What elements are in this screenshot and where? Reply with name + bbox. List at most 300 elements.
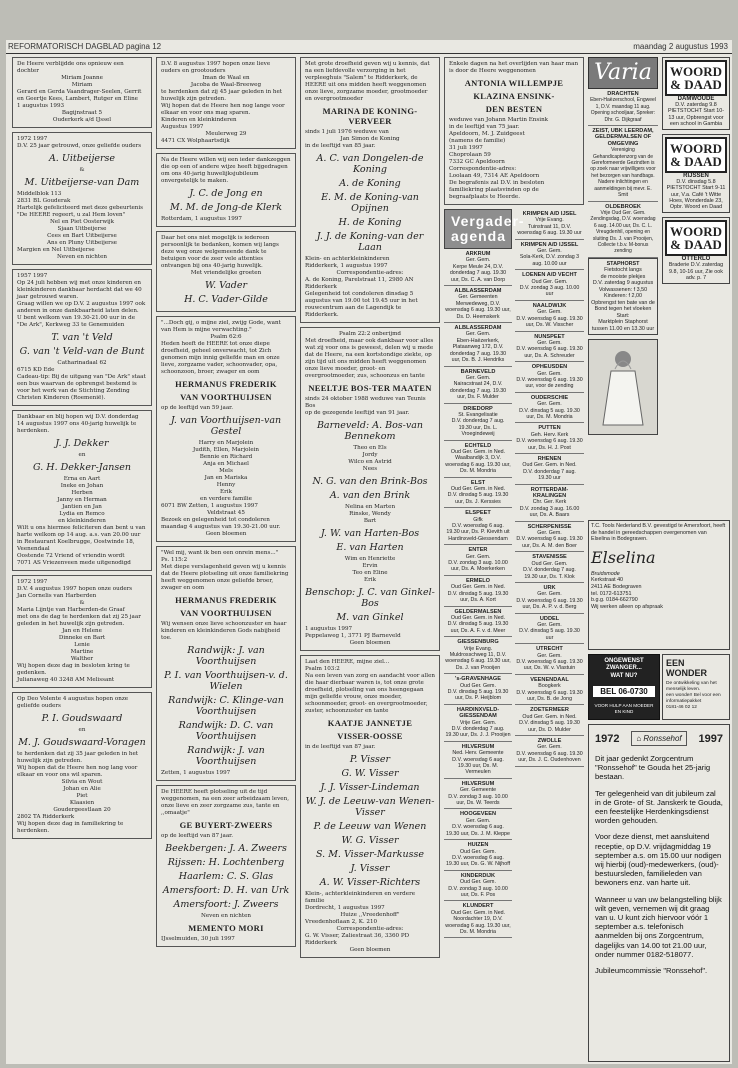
notice-line: Bagijnstraat 5 <box>61 110 103 116</box>
notice-line: Walther <box>70 656 94 662</box>
notice-line: P. I. van Voorthuijsen-v. d. Wielen <box>164 670 288 692</box>
notice-line: Graag willen we op D.V. 2 augustus 1997 ook anderen in onze dankbaarheid laten delen. <box>17 301 146 314</box>
notice-line: H. C. Vader-Gilde <box>184 294 268 305</box>
notice-line: op de leeftijd van 59 jaar. <box>161 405 234 411</box>
notice-line: Na de Heere willen wij een ieder dankzeggen die op een of andere wijze heeft bijgedragen om ons 40-jarig huwelijksjubileum onvergetelijk te maken. <box>161 157 291 184</box>
notice-line: 1957 1997 <box>17 273 48 279</box>
church-entry <box>515 522 584 553</box>
notice-line: Amersfoort: J. Zweers <box>173 899 279 910</box>
agenda-area <box>444 209 584 938</box>
church-sub: Oud Ger. Gem. in Ned. <box>450 584 506 591</box>
notice-line: Op 24 juli hebben wij met onze kinderen en kleinkinderen dankbaar herdacht dat we 40 jaar getrouwd waren. <box>17 280 142 300</box>
notice <box>156 785 296 947</box>
agenda-col-a <box>444 209 525 938</box>
church-info: D.V. zondag 3 aug. 10.00 uur <box>519 285 580 298</box>
notice <box>12 269 152 406</box>
notice-line: J. J. de Koning-van der Laan <box>316 231 424 253</box>
woord-daad-place: OTTERLO <box>681 256 711 263</box>
church-name: ROTTERDAM-KRALINGEN <box>530 486 569 500</box>
varia-name: ZEIST, UBK LEERDAM, GELDERMALSEN OF OMGEVING <box>592 128 654 147</box>
notice-line: Jacoba de Waal-Breeweg <box>190 82 262 88</box>
notice-line: 6071 BW Zetten, 1 augustus 1997 <box>161 503 258 509</box>
varia-info: Vereniging Gehandicaptenzorg van de Gereformeerde Gezindten is op zoek naar vrijwilligers voor het bezorgen van handbags. Nadere inlichtingen en aanmeldingen bij mevr. E. Smit <box>590 147 656 199</box>
church-entry <box>515 675 584 706</box>
promo-ad <box>588 654 660 720</box>
notice-line: Harry en Marjolein <box>198 440 254 446</box>
een-wonder-line: 0181-46 02 12 <box>666 705 697 710</box>
church-info: D.V. woensdag 6 aug. 19.30 uur, Ds. M. Vermeulen <box>452 756 504 776</box>
promo-sub: WAT NU? <box>610 673 638 679</box>
column-4 <box>444 57 584 1057</box>
notice-line: 7332 GC Apeldoorn <box>449 159 505 165</box>
notice-line: 4471 CX Wolphaartsdijk <box>161 138 230 144</box>
notice-line: 1972 1997 <box>17 136 48 142</box>
een-wonder-line: De ontwikkeling van het menselijk leven. <box>666 681 717 692</box>
notice-line: Peppelaweg 1, 3771 PJ Barneveld <box>305 633 401 639</box>
notice-line: Ervin <box>362 563 378 569</box>
church-name: RHENEN <box>537 456 562 462</box>
notice-line: A. Uitbeijerse <box>48 153 116 164</box>
church-name: SCHERPENISSE <box>527 523 572 530</box>
church-name: OPHEUSDEN <box>531 364 568 371</box>
notice <box>300 655 440 958</box>
church-entry <box>515 393 584 424</box>
notice <box>156 316 296 542</box>
church-entry <box>515 583 584 614</box>
notice <box>12 692 152 839</box>
notice-line: (namens de familie) <box>449 138 506 144</box>
notice-line: en <box>78 452 86 458</box>
church-entry <box>515 705 584 736</box>
notice-line: 2802 TA Ridderkerk <box>17 814 75 820</box>
notice-line: P. de Leeuw van Wenen <box>313 821 427 832</box>
church-info: D.V. dinsdag 5 aug. 19.30 uur, Ds. P. Heijblom <box>447 688 509 702</box>
church-entry <box>515 552 584 583</box>
notice-line: J. C. de Jong en <box>189 188 263 199</box>
church-list-b <box>515 209 584 938</box>
ronssehof-paragraph: Dit jaar gedenkt Zorgcentrum "Ronssehof" te Gouda het 25-jarig bestaan. <box>595 754 711 782</box>
ronssehof-text <box>595 754 723 975</box>
church-entry <box>444 576 512 607</box>
church-entry <box>515 240 584 271</box>
notice-line: D.V. 4 augustus 1997 hopen onze ouders <box>17 586 133 592</box>
notice-line: E. van Harten <box>336 542 404 553</box>
church-entry <box>444 607 512 638</box>
een-wonder-line: een wonder! Bel voor een informatiepakket <box>666 693 721 704</box>
staphorst-title: STAPHORST <box>606 260 640 267</box>
church-info: Kerpe Meule 24, D.V. donderdag 7 aug. 19.30 uur, Ds. C. A. van Dorp <box>449 263 507 283</box>
notice-line: G. van 't Veld-van de Bunt <box>19 346 145 357</box>
church-info: D.V. woensdag 6 aug. 19.30 uur, Ds. J. C. Oudenhoven <box>516 750 583 764</box>
church-sub: Ger. Gem. <box>465 553 491 560</box>
ronssehof-banner <box>595 731 723 746</box>
notice-line: Psalm 22:2 onberijmd <box>339 331 401 337</box>
church-name: URK <box>543 584 556 591</box>
notice-line: Wij wensen onze lieve schoonzuster en haar kinderen en kleinkinderen Gods nabijheid toe. <box>161 621 287 641</box>
notice-line: Ans en Pluny Uitbeijerse <box>46 240 117 246</box>
notice-line: P. I. Goudswaard <box>41 713 123 724</box>
notice <box>300 327 440 651</box>
notice-line: J. J. Dekker <box>55 438 109 449</box>
notice <box>156 153 296 227</box>
notice-line: Teo en Eline <box>352 570 388 576</box>
notice-line: M. M. de Jong-de Klerk <box>170 202 282 213</box>
church-name: HOOGEVEEN <box>459 811 497 818</box>
notice-line: A. van den Brink <box>329 490 411 501</box>
notice-line: VISSER-OOSSE <box>337 731 403 741</box>
notice-line: Miriam Joanne <box>61 75 103 81</box>
notice-line: en <box>78 727 86 733</box>
church-sub: Oud Ger. Gem. <box>531 278 568 285</box>
church-sub: Ger. Gem. <box>537 248 562 255</box>
church-info: D.V. woensdag 6 aug. 19.30 uur, Ds. J. M. Kleppe <box>446 824 510 837</box>
church-name: HILVERSUM <box>461 743 495 750</box>
ronssehof-paragraph: Jubileumcommissie "Ronssehof". <box>595 966 708 976</box>
church-sub: Vrije Evang. <box>463 645 493 652</box>
notice-line: Randwijk: J. van Voorthuijsen <box>187 745 265 767</box>
notice-line: in de leeftijd van 87 jaar. <box>305 744 376 750</box>
church-name: BARNEVELD <box>460 368 496 375</box>
church-info: Waalbandijk 3, D.V. woensdag 6 aug. 19.30 uur, Ds. M. Mondria <box>445 455 511 475</box>
notice-line: A. de Koning <box>339 178 401 189</box>
church-info: D.V. zondag 3 aug. 10.00 uur, Ds. F. Pos <box>448 885 508 898</box>
notice-line: Klein- en achterkleinkinderen <box>305 256 390 262</box>
notice-line: Goudergeestlaan 20 <box>53 807 111 813</box>
church-sub: Ger. Gemeenten <box>458 294 498 301</box>
notice-line: Met grote droefheid geven wij u kennis, dat na een liefdevolle verzorging in het verpleeghuis "Salem" te Ridderkerk, de HEERE uit ons midden heeft weggenomen onze lieve, zorgzame moeder, grootmoeder en overgrootmoeder <box>305 61 430 102</box>
church-entry <box>515 362 584 393</box>
notice <box>156 231 296 312</box>
notice-line: Rinske, Wendy <box>349 511 391 517</box>
notice-line: Middelblok 113 <box>17 191 62 197</box>
notice-line: Psalm 62:6 <box>210 334 242 340</box>
church-entry <box>515 423 584 454</box>
church-info: Tuinstraat 11, D.V. woensdag 6 aug. 19.30 uur <box>517 223 582 237</box>
notice-ensink <box>444 57 584 205</box>
staphorst-line: Fietstocht langs <box>604 267 642 274</box>
church-name: DRIEDORP <box>463 405 493 412</box>
church-entry <box>444 840 512 871</box>
church-info: Nairacstraat 24, D.V. donderdag 7 aug. 19.30 uur, Ds. F. Mulder <box>449 381 507 401</box>
notice-line: Anja en Michael <box>203 461 249 467</box>
header-right: maandag 2 augustus 1993 <box>633 42 728 51</box>
ronssehof-ad <box>588 724 730 1062</box>
church-name: 's-GRAVENHAGE <box>455 676 501 683</box>
church-name: HUIZEN <box>467 842 489 849</box>
church-info: D.V. woensdag 6 aug. 19.30 uur, Ds. A. P. v. d. Berg <box>516 597 583 611</box>
staphorst-line: Bond tegen het vloeken <box>594 306 652 313</box>
notice-line: Cadeau-tip: Bij de uitgang van "De Ark" staat een bus waarvan de opbrengst bestemd is voor het werk van de Stichting Zending Christen Kinderen (Roemenië). <box>17 374 146 401</box>
notice-line: Wij hopen deze dag in familiekring te herdenken. <box>17 821 124 834</box>
notice-line: "De Ark", Kerkweg 33 te Genemuiden <box>17 322 125 328</box>
notice-line: Jan en Helene <box>62 628 102 634</box>
notice-line: Gelegenheid tot condoleren dinsdag 5 augustus van 19.00 tot 19.45 uur in het rouwcentrum aan de Lagendijk te Ridderkerk. <box>305 291 418 318</box>
promo-head: ONGEWENST ZWANGER... <box>604 658 644 671</box>
church-info: D.V. donderdag 7 aug. 19.30 uur, Ds. T. Klok <box>523 567 576 580</box>
notice-line: Laat den HEERE, mijne ziel... <box>305 659 390 665</box>
varia-info: Eben-Haëzerschool, Engweel 1, D.V. maandag 11 aug. Opening schooljaar, Spreker: Dhr. G. Dijkgraaf <box>590 97 656 123</box>
notice-line: Correspondentie-adres: <box>336 926 404 932</box>
woord-daad-info: Braderie D.V. zaterdag 9.8, 10-16 uur, Zie ook adv. p. 7 <box>668 262 724 281</box>
elselina-address: b.g.g. 0184-662790 <box>591 597 638 604</box>
notice-line: Martine <box>70 649 94 655</box>
church-info: D.V. zondag 3 aug. 16.00 uur, Ds. A. Baars <box>519 505 580 519</box>
church-name: PUTTEN <box>538 425 561 432</box>
church-sub: Ger. Gem. <box>537 652 562 659</box>
notice-line: J. J. Visser-Lindeman <box>320 782 420 793</box>
notice-line: G. H. Dekker-Jansen <box>33 462 131 473</box>
elselina-address: tel. 0172-613751 <box>591 590 632 597</box>
notice-line: N. G. van den Brink-Bos <box>312 476 428 487</box>
notice-line: J. W. van Harten-Bos <box>320 528 420 539</box>
notice-line: Miriam <box>71 82 93 88</box>
notice-line: Randwijk: J. van Voorthuijsen <box>187 645 265 667</box>
notice-line: Iman de Waal en <box>202 75 250 81</box>
church-sub: Ger. Gem. <box>465 374 491 381</box>
varia-entry <box>588 202 658 258</box>
notice-line: Wim en Henriette <box>344 556 396 562</box>
notice-line: Met diepe verslagenheid geven wij u kennis dat de Heere plotseling uit onze familiekring heeft weggenomen onze geliefde broer, zwager en oom <box>161 564 289 591</box>
church-entry <box>515 454 584 485</box>
notice-line: Herben <box>71 490 93 496</box>
notice-line: & <box>79 600 85 606</box>
church-entry <box>444 404 512 441</box>
church-info: D.V. dinsdag 5 aug. 19.30 uur, Ds. A. F. v. d. Meer <box>447 621 509 634</box>
notice-line: Maria Lijntje van Harberden-de Graaf <box>17 607 125 613</box>
church-entry <box>444 286 512 323</box>
woord-daad-title: WOORD & DAAD <box>665 60 727 96</box>
notice-line: Choprolaan 59 <box>449 152 491 158</box>
notice-line: Klaasien <box>69 800 95 806</box>
notice-line: Neven en nichten <box>200 913 252 919</box>
church-entry <box>515 485 584 522</box>
notice-line: 1972 1997 <box>17 579 48 585</box>
elselina-ad <box>588 520 730 650</box>
church-info: Noordachter 19, D.V. woensdag 6 aug. 19.30 uur, Ds. M. Mondria <box>445 916 511 935</box>
woord-daad-ad <box>662 217 730 284</box>
notice <box>300 57 440 323</box>
notice-line: Lydia en Remco <box>59 511 105 517</box>
notice-line: te herdenken dat zij 45 jaar geleden in het huwelijk zijn getreden. <box>161 89 283 102</box>
church-name: UDDEL <box>539 615 560 622</box>
column-3 <box>300 57 440 1057</box>
notice-line: Ps. 115:2 <box>161 557 188 563</box>
church-info: Sola-Kerk, D.V. zondag 3 aug. 10.00 uur <box>519 254 580 267</box>
church-name: ZWOLLE <box>537 738 562 745</box>
notice-line: op de gezegende leeftijd van 91 jaar. <box>305 410 410 416</box>
church-sub: Ger. Gem. <box>537 530 562 537</box>
notice-line: in de leeftijd van 75 jaar. <box>449 124 520 130</box>
church-info: Muldrosschweg 11, D.V. woensdag 6 aug. 19.30 uur, Ds. J. van Prooijen <box>445 651 511 671</box>
varia-info: Vrije Oud Ger. Gem. Zendingsdag, D.V. woensdag 6 aug. 14.00 uur, Ds. C. L. Vreugdenhil, opening en sluiting Ds. J. van Prooijen, Collecte t.b.v. M-bonus zending <box>590 209 656 255</box>
notice-line: Nel en Piet Oosterwijk <box>49 219 115 225</box>
notice-line: A. C. van Dongelen-de Koning <box>316 153 424 175</box>
notice-line: J. Visser <box>350 863 390 874</box>
varia-list <box>588 89 658 258</box>
notice-line: Randwijk: D. C. van Voorthuijsen <box>178 720 274 742</box>
church-info: D.V. woensdag 6 aug. 19.30 uur, Ds. H. J. Post <box>516 438 583 451</box>
church-info: D.V. donderdag 7 aug. 19.30 uur <box>523 468 576 482</box>
church-sub: Ger. Gemeente <box>459 787 497 794</box>
notice-line: Kinderen en kleinkinderen <box>161 117 237 123</box>
notice-line: Erik <box>220 489 232 495</box>
notice-line: 31 juli 1997 <box>449 145 483 151</box>
notice-line: sinds 24 oktober 1988 weduwe van Teunis Bos <box>305 396 426 409</box>
notice-line: U bent welkom van 19.30-21.00 uur in de <box>17 315 136 321</box>
church-name: ARKRUM <box>465 251 491 257</box>
notice-line: Wij hopen dat de Heere hen nog lange voor elkaar en voor ons mag sparen. <box>161 103 285 116</box>
notice <box>156 57 296 149</box>
church-entry <box>444 478 512 509</box>
notice-line: Daar het ons niet mogelijk is iedereen persoonlijk te bedanken, komen wij langs deze weg onze welgemeende dank te betuigen voor de zeer vele attenties ontvangen bij ons 40-jarig huwelijk. <box>161 235 279 269</box>
church-name: HILVERSUM <box>461 780 495 787</box>
notice-line: HERMANUS FREDERIK <box>175 595 277 605</box>
notice-line: P. Visser <box>349 754 391 765</box>
church-info: D.V. dinsdag 5 aug. 19.30 uur, Ds. J. Kerssies <box>447 492 509 505</box>
church-entry <box>515 736 584 767</box>
church-name: ERMELO <box>466 577 490 584</box>
church-info: D.V. woensdag 6 aug. 19.30 uur, Ds. A. M. den Boer <box>516 536 583 549</box>
notice-line: Met vriendelijke groeten <box>190 270 262 276</box>
church-sub: Ger. Gem. <box>465 257 491 264</box>
varia-entry <box>588 126 658 201</box>
notice-line: Dankbaar en blij hopen wij D.V. donderdag 14 augustus 1997 ons 40-jarig huwelijk te herdenken. <box>17 414 139 434</box>
notice-line: Hartelijk gefeliciteerd met deze gebeurtenis <box>17 205 144 211</box>
notice-line: Amersfoort: D. H. van Urk <box>162 885 290 896</box>
church-name: NAALDWIJK <box>532 302 567 309</box>
notice-line: Wij hopen deze dag in besloten kring te gedenken. <box>17 663 130 676</box>
notice <box>156 546 296 781</box>
ronssehof-paragraph: Ter gelegenheid van dit jubileum zal in de Grote- of St. Janskerk te Gouda, een feestelijke Herdenkingsdienst worden gehouden. <box>595 788 723 826</box>
bride-icon <box>601 347 645 427</box>
notice-line: "Wel mij, want ik ben een onrein mens..." <box>161 550 279 556</box>
bride-image <box>588 339 658 435</box>
notice-line: Mels <box>219 468 233 474</box>
church-sub: Geh. Herv. Kerk <box>530 431 569 438</box>
notice-line: Beekbergen: J. A. Zweers <box>165 843 287 854</box>
notice-line: Rijssen: H. Lochtenberg <box>167 857 285 868</box>
notice-line: Johan en Alie <box>63 786 101 792</box>
notice-line: Augustus 1997 <box>161 124 204 130</box>
notice-line: KLAZINA ENSINK- <box>473 91 555 101</box>
een-wonder-lines <box>666 681 726 711</box>
church-sub: Oud Ger. Gem. in Ned. <box>522 713 577 720</box>
church-entry <box>515 301 584 332</box>
notice-line: Zetten, 1 augustus 1997 <box>161 770 231 776</box>
notice-line: DEN BESTEN <box>485 104 543 114</box>
notice-line: J. van Voorthuijsen-van Gestel <box>170 415 282 437</box>
ronssehof-logo: ⌂ Ronssehof <box>631 731 686 746</box>
church-entry <box>444 323 512 366</box>
notice-line: "...Doch gij, o mijne ziel, zwijg Gode, want van Hem is mijne verwachting." <box>161 320 281 333</box>
notice-line: M. J. Goudswaard-Voragen <box>18 737 146 748</box>
notice-line: te herdenken dat zij 35 jaar geleden in het huwelijk zijn getreden. <box>17 751 139 764</box>
een-wonder-title: EEN WONDER <box>666 658 707 678</box>
promo-bottom: VOOR HULP AAN MOEDER EN KIND <box>594 703 654 714</box>
notice-line: KAATJE JANNETJE <box>327 718 413 728</box>
notice-line: MARINA DE KONING-VERVEER <box>322 106 418 126</box>
notice-line: Sjaan Uitbeijerse <box>57 226 107 232</box>
church-name: KINDERDIJK <box>460 872 496 879</box>
church-info: D.V. dinsdag 5 aug. 19.30 uur, Ds. M. Mondria <box>519 407 580 420</box>
church-info: D.V. woensdag 6 aug. 19.30 uur, Ds. G. W. Nijhoff <box>445 854 511 868</box>
notice <box>12 410 152 571</box>
church-name: ENTER <box>468 547 488 554</box>
notice-line: A. de Koning, Parelstraat 11, 2980 AN Ridderkerk <box>305 277 414 290</box>
elselina-brand: Elselina <box>591 547 656 567</box>
notice-line: VAN VOORTHUIJSEN <box>180 392 272 402</box>
church-entry <box>444 545 512 576</box>
church-name: KRIMPEN A/D IJSEL <box>522 211 577 217</box>
church-name: HARDINXVELD-GIESSENDAM <box>456 706 500 720</box>
church-info: D.V. donderdag 7 aug. 19.30 uur, Ds. J. J. Prooijen <box>445 726 511 739</box>
notice-line: Ineke en Johan <box>60 483 104 489</box>
woord-daad-info: D.V. zaterdag 9.8 PIETSTOCHT Start 10-13 uur, Opbrengst voor een school in Gambia <box>667 102 725 127</box>
promo-phone: BEL 06-0730 <box>593 686 655 697</box>
church-entry <box>444 367 512 404</box>
notice-line: Dinneke en Bart <box>58 635 106 641</box>
church-entry <box>444 705 512 742</box>
church-sub: Ger. Gem. <box>537 370 562 377</box>
notice-line: Rotterdam, 1 augustus 1997 <box>161 216 242 222</box>
church-sub: Ger. Gem. <box>537 591 562 598</box>
varia-entry <box>588 89 658 126</box>
notice-line: Ouderkerk a/d IJssel <box>52 117 112 123</box>
church-info: Merwedeweg, D.V. woensdag 6 aug. 19.30 uur, Ds. D. Heemskerk <box>445 300 511 320</box>
church-info: Eben-Haëzerkerk, Plataanweg 172, D.V. donderdag 7 aug. 19.30 uur, Ds. B. J. Hendriks <box>449 337 507 364</box>
notice-line: Op Deo Volente 4 augustus hopen onze geliefde ouders <box>17 696 129 709</box>
staphorst-line: Start: <box>616 312 630 319</box>
notice-line: sinds 1 juli 1976 weduwe van <box>305 129 389 135</box>
een-wonder-ad <box>662 654 730 720</box>
notice-line: Klein-, achterkleinkinderen en verdere familie <box>305 891 416 904</box>
church-name: LOENEN A/D VECHT <box>522 272 577 279</box>
notice-line: Theo en Els <box>353 445 387 451</box>
church-info: D.V. woensdag 6 aug. 19.30 uur, voor de zending <box>516 376 583 390</box>
church-entry <box>515 332 584 363</box>
notice-line: weduwe van Johann Martin Ensink <box>449 117 549 123</box>
notice-line: Bart <box>363 518 377 524</box>
church-name: ECHTELD <box>464 442 492 449</box>
page-header <box>6 40 732 54</box>
church-info: D.V. zondag 3 aug. 10.00 uur, Ds. A. Moerkerken <box>448 560 508 573</box>
notice-line: 6715 KD Ede <box>17 367 55 373</box>
woord-daad-info: D.V. dinsdag 5.8 PIETSTOCHT Start 9-11 uur, V.a. Café 't Witte Hoes, Wonderdale 23, Opbr. Woord en Daad <box>666 179 726 211</box>
notice-line: De begrafenis zal D.V. in besloten familiekring plaatsvinden op de begraafplaats te Heerde. <box>449 180 545 200</box>
column-2 <box>156 57 296 1057</box>
church-info: D.V. dinsdag 5 aug. 19.30 uur, Ds. D. Mulder <box>519 720 580 733</box>
church-sub: Ger. Gem. <box>537 621 562 628</box>
notice-line: Janny en Herman <box>57 497 107 503</box>
notice-line: Erna en Aart <box>63 476 101 482</box>
staphorst-line: de mooiste plekjes <box>600 273 646 280</box>
notice-line: en verdere familie <box>200 496 252 502</box>
header-left: REFORMATORISCH DAGBLAD pagina 12 <box>8 42 162 51</box>
notice-line: Benschop: J. C. van Ginkel-Bos <box>305 587 435 609</box>
notice-line: S. M. Visser-Markusse <box>315 849 424 860</box>
staphorst-line: tussen 11.00 en 13.30 uur <box>591 325 655 332</box>
church-name: NUNSPEET <box>534 333 565 340</box>
notice-line: GE BUYERT-ZWEERS <box>179 820 273 830</box>
notice-line: Haarlem: C. S. Glas <box>178 871 274 882</box>
church-entry <box>444 441 512 478</box>
church-info: D.V. woensdag 6 aug. 19.30 uur, Ds. W. v. Vlastuin <box>516 658 583 672</box>
notice-line: Wilco en Astrid <box>348 459 392 465</box>
notice-line: Cees en Bart Uitbeijerse <box>47 233 117 239</box>
notice-line: Nelina en Marten <box>344 504 396 510</box>
notice-line: D.V. 8 augustus 1997 hopen onze lieve ouders en grootouders <box>161 61 271 74</box>
notice-line: Heden heeft de HEERE tot onze diepe droefheid, geheel onverwacht, tot Zich genomen mijn innig geliefde man en onze lieve, zorgzame vader, schoonvader, opa, schoonzoon, broer, zwager en oom <box>161 341 280 375</box>
